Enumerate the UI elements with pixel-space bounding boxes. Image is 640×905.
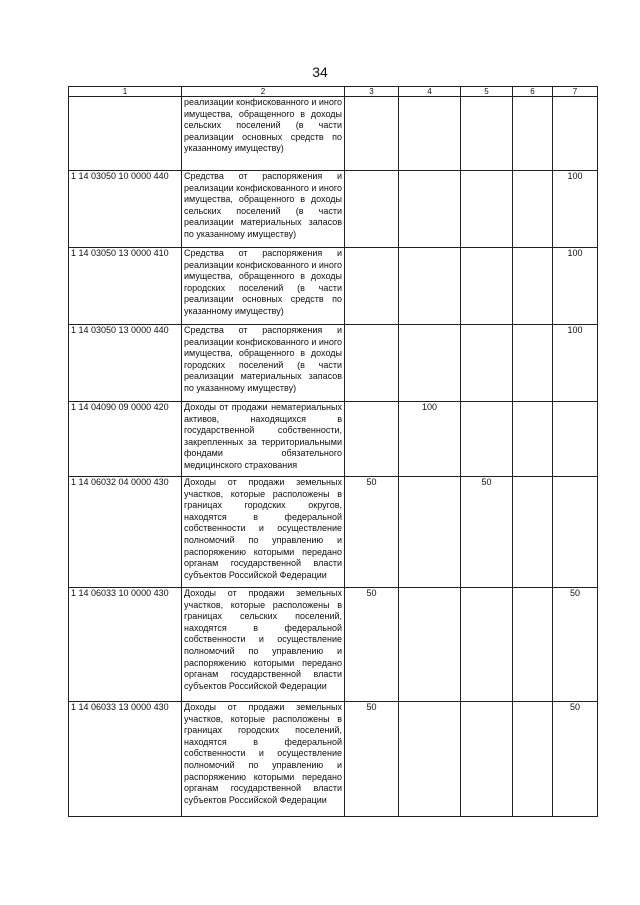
value-col5 xyxy=(461,325,513,402)
value-col6 xyxy=(513,402,553,477)
table-row xyxy=(69,171,598,248)
value-col7: 100 xyxy=(553,248,598,325)
value-col4 xyxy=(399,477,461,588)
value-col3: 50 xyxy=(345,588,399,702)
revenue-name: реализации конфискованного и иного имущества, обращенного в доходы сельских поселений (в части реализации основных средств по указанному имуществу) xyxy=(182,97,345,171)
value-col7: 100 xyxy=(553,171,598,248)
value-col6 xyxy=(513,248,553,325)
revenue-code: 1 14 06033 10 0000 430 xyxy=(69,588,182,702)
value-col7: 50 xyxy=(553,702,598,817)
revenue-code: 1 14 06033 13 0000 430 xyxy=(69,702,182,817)
revenue-name: Средства от распоряжения и реализации конфискованного и иного имущества, обращенного в доходы сельских поселений (в части реализации материальных запасов по указанному имуществу) xyxy=(182,171,345,248)
table-row xyxy=(69,588,598,702)
table-row xyxy=(69,477,598,588)
value-col4 xyxy=(399,702,461,817)
column-header: 1 xyxy=(69,87,182,97)
page-number: 34 xyxy=(312,64,328,80)
revenue-name: Доходы от продажи земельных участков, которые расположены в границах городских округов, находятся в федеральной собственности и осуществление полномочий по управлению и распоряжению которыми передано органам государственной власти субъектов Российской Федерации xyxy=(182,477,345,588)
table-row xyxy=(69,248,598,325)
column-header: 4 xyxy=(399,87,461,97)
value-col7 xyxy=(553,477,598,588)
value-col7 xyxy=(553,97,598,171)
value-col3 xyxy=(345,171,399,248)
column-header-row xyxy=(69,87,598,97)
revenue-code: 1 14 03050 10 0000 440 xyxy=(69,171,182,248)
value-col5 xyxy=(461,702,513,817)
column-header: 2 xyxy=(182,87,345,97)
revenue-name: Доходы от продажи нематериальных активов, находящихся в государственной собственности, закрепленных за территориальными фондами обязательного медицинского страхования xyxy=(182,402,345,477)
value-col5 xyxy=(461,171,513,248)
revenue-table xyxy=(68,86,598,817)
table-row xyxy=(69,402,598,477)
value-col6 xyxy=(513,702,553,817)
value-col4 xyxy=(399,171,461,248)
revenue-name: Доходы от продажи земельных участков, которые расположены в границах городских поселений, находятся в федеральной собственности и осуществление полномочий по управлению и распоряжению которыми передано органам государственной власти субъектов Российской Федерации xyxy=(182,702,345,817)
column-header: 3 xyxy=(345,87,399,97)
value-col6 xyxy=(513,588,553,702)
revenue-name: Средства от распоряжения и реализации конфискованного и иного имущества, обращенного в доходы городских поселений (в части реализации материальных запасов по указанному имуществу) xyxy=(182,325,345,402)
table-row xyxy=(69,97,598,171)
value-col3 xyxy=(345,325,399,402)
value-col6 xyxy=(513,171,553,248)
revenue-code: 1 14 06032 04 0000 430 xyxy=(69,477,182,588)
table-row xyxy=(69,702,598,817)
revenue-code xyxy=(69,97,182,171)
column-header: 7 xyxy=(553,87,598,97)
value-col3 xyxy=(345,248,399,325)
value-col5: 50 xyxy=(461,477,513,588)
value-col6 xyxy=(513,97,553,171)
value-col3 xyxy=(345,402,399,477)
column-header: 5 xyxy=(461,87,513,97)
value-col4 xyxy=(399,325,461,402)
value-col7: 50 xyxy=(553,588,598,702)
value-col5 xyxy=(461,588,513,702)
revenue-code: 1 14 04090 09 0000 420 xyxy=(69,402,182,477)
value-col7 xyxy=(553,402,598,477)
value-col5 xyxy=(461,402,513,477)
revenue-name: Средства от распоряжения и реализации конфискованного и иного имущества, обращенного в доходы городских поселений (в части реализации основных средств по указанному имуществу) xyxy=(182,248,345,325)
value-col4 xyxy=(399,97,461,171)
column-header: 6 xyxy=(513,87,553,97)
revenue-code: 1 14 03050 13 0000 410 xyxy=(69,248,182,325)
value-col6 xyxy=(513,477,553,588)
value-col4 xyxy=(399,248,461,325)
value-col3 xyxy=(345,97,399,171)
value-col6 xyxy=(513,325,553,402)
revenue-name: Доходы от продажи земельных участков, которые расположены в границах сельских поселений, находятся в федеральной собственности и осуществление полномочий по управлению и распоряжению которыми передано органам государственной власти субъектов Российской Федерации xyxy=(182,588,345,702)
value-col7: 100 xyxy=(553,325,598,402)
value-col4: 100 xyxy=(399,402,461,477)
value-col4 xyxy=(399,588,461,702)
value-col5 xyxy=(461,248,513,325)
table-row xyxy=(69,325,598,402)
value-col3: 50 xyxy=(345,702,399,817)
value-col5 xyxy=(461,97,513,171)
value-col3: 50 xyxy=(345,477,399,588)
revenue-code: 1 14 03050 13 0000 440 xyxy=(69,325,182,402)
